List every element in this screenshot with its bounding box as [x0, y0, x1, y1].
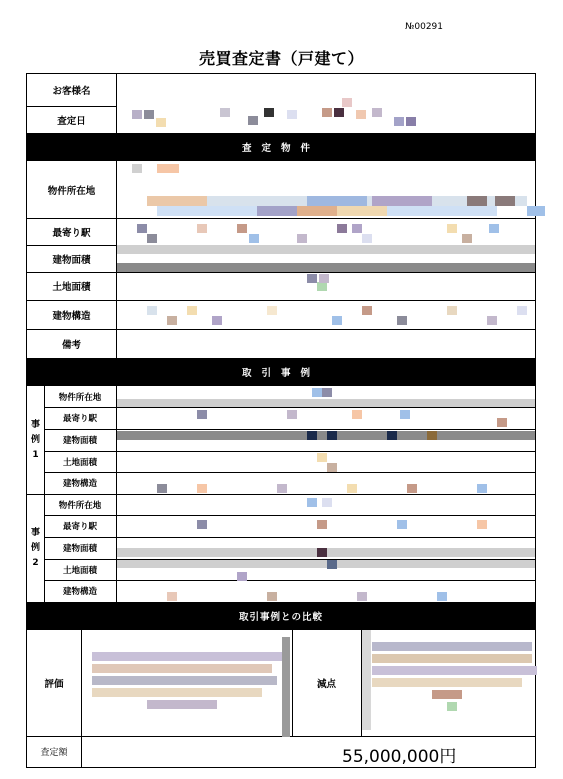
- case-2-station-label: 最寄り駅: [62, 522, 97, 532]
- appraisal-amount-label: 査定額: [40, 748, 68, 758]
- subject-land-area-label: 土地面積: [52, 282, 91, 293]
- case-2-building-area-label: 建物面積: [62, 544, 97, 554]
- document-number: №00291: [405, 22, 443, 32]
- case-1-side-label: 事 例 1: [30, 419, 40, 460]
- subject-building-area-redacted: [117, 245, 535, 254]
- case-1-station-label: 最寄り駅: [62, 414, 97, 424]
- case-2-address-label: 物件所在地: [58, 500, 102, 511]
- case-2-land-area-label: 土地面積: [62, 565, 97, 576]
- appraisal-form: [26, 73, 536, 768]
- customer-name-label: お客様名: [52, 86, 91, 97]
- case-2-structure-label: 建物構造: [62, 587, 97, 597]
- appraisal-date-label: 査定日: [57, 115, 86, 127]
- case-1-land-area-label: 土地面積: [62, 457, 97, 468]
- case-1-building-area-label: 建物面積: [62, 436, 97, 446]
- appraisal-amount-value: 55,000,000円: [342, 747, 457, 767]
- subject-structure-label: 建物構造: [52, 310, 91, 322]
- deduction-label: 減点: [316, 679, 336, 690]
- subject-property-band: 査定物件: [27, 133, 535, 161]
- case-1-structure-label: 建物構造: [62, 479, 97, 489]
- case-1-address-label: 物件所在地: [58, 392, 102, 403]
- subject-remarks-label: 備考: [61, 339, 81, 351]
- subject-station-label: 最寄り駅: [52, 227, 91, 239]
- subject-building-area-redacted-2: [117, 263, 535, 272]
- evaluation-label: 評価: [44, 679, 64, 690]
- case-2-side-label: 事 例 2: [30, 527, 40, 568]
- subject-address-label: 物件所在地: [47, 185, 96, 197]
- comparables-band: 取引事例: [27, 358, 535, 386]
- subject-building-area-label: 建物面積: [52, 254, 91, 266]
- document-title: 売買査定書（戸建て）: [198, 49, 364, 68]
- comparison-band: 取引事例との比較: [27, 602, 535, 630]
